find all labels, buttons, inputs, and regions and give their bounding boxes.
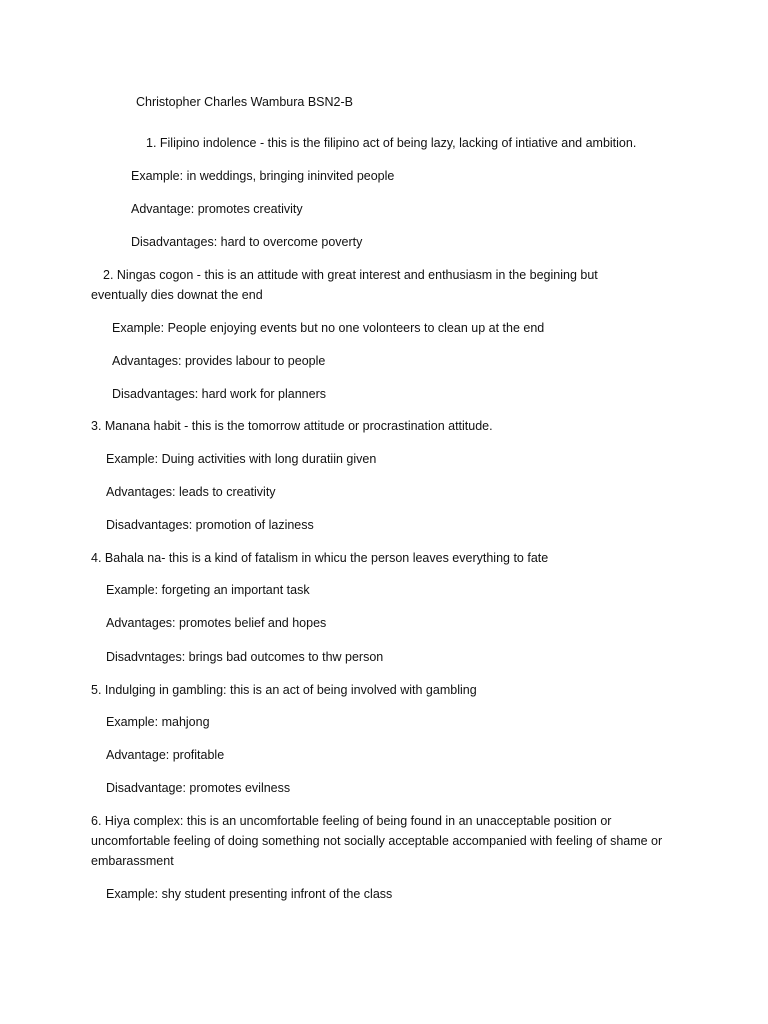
item-4-heading: 4. Bahala na- this is a kind of fatalism in whicu the person leaves everything to fate — [91, 551, 549, 565]
item-1-disadvantage: Disadvantages: hard to overcome poverty — [131, 235, 363, 249]
item-4-disadvantage: Disadvntages: brings bad outcomes to thw person — [106, 650, 384, 664]
item-5-heading: 5. Indulging in gambling: this is an act of being involved with gambling — [91, 683, 477, 697]
author-line: Christopher Charles Wambura BSN2-B — [136, 95, 353, 109]
item-3-advantage: Advantages: leads to creativity — [106, 485, 276, 499]
item-5-advantage: Advantage: profitable — [106, 748, 225, 762]
item-5-example: Example: mahjong — [106, 715, 210, 729]
item-6-heading-line2: uncomfortable feeling of doing something not socially acceptable accompanied with feeling of shame or — [91, 834, 663, 848]
item-6-heading-line3: embarassment — [91, 854, 174, 868]
item-2-disadvantage: Disadvantages: hard work for planners — [112, 387, 327, 401]
item-2-heading-line1: 2. Ningas cogon - this is an attitude with great interest and enthusiasm in the begining but — [103, 268, 598, 282]
item-2-example: Example: People enjoying events but no one volonteers to clean up at the end — [112, 321, 545, 335]
item-3-example: Example: Duing activities with long duratiin given — [106, 452, 377, 466]
item-5-disadvantage: Disadvantage: promotes evilness — [106, 781, 291, 795]
item-4-example: Example: forgeting an important task — [106, 583, 310, 597]
item-4-advantage: Advantages: promotes belief and hopes — [106, 616, 327, 630]
item-2-advantage: Advantages: provides labour to people — [112, 354, 326, 368]
item-1-example: Example: in weddings, bringing ininvited people — [131, 169, 395, 183]
item-3-disadvantage: Disadvantages: promotion of laziness — [106, 518, 314, 532]
item-1-heading: 1. Filipino indolence - this is the filipino act of being lazy, lacking of intiative and ambition. — [146, 136, 637, 150]
item-6-heading-line1: 6. Hiya complex: this is an uncomfortable feeling of being found in an unacceptable position or — [91, 814, 612, 828]
item-1-advantage: Advantage: promotes creativity — [131, 202, 303, 216]
item-3-heading: 3. Manana habit - this is the tomorrow attitude or procrastination attitude. — [91, 419, 493, 433]
item-6-example: Example: shy student presenting infront of the class — [106, 887, 393, 901]
item-2-heading-line2: eventually dies downat the end — [91, 288, 263, 302]
